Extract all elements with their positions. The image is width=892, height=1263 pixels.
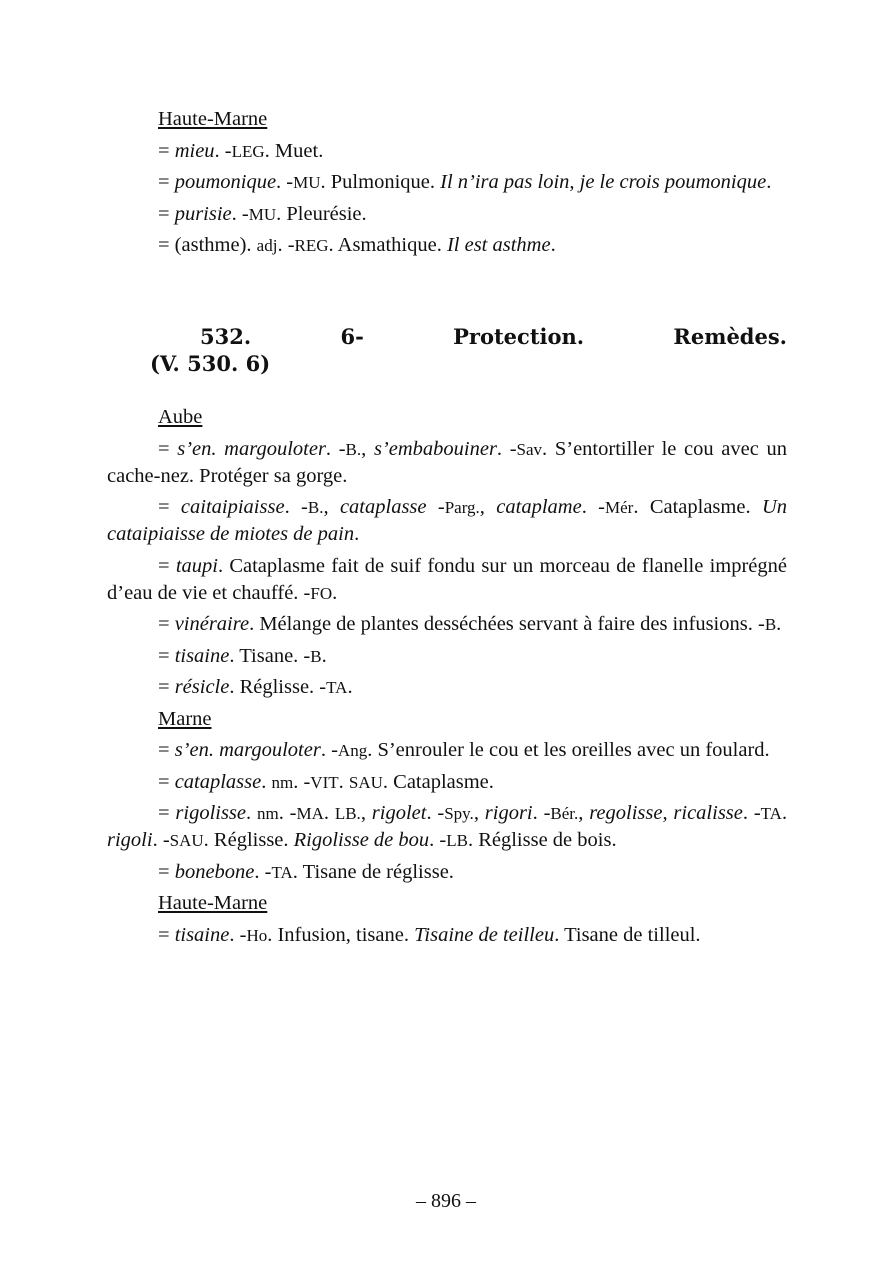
section-top [107, 106, 787, 259]
entry-text: . S’enrouler le cou et les oreilles avec un foulard. [367, 739, 770, 761]
entry-abbreviation: LEG [231, 141, 265, 161]
dictionary-entry [107, 138, 787, 165]
entry-abbreviation: MU [293, 173, 321, 192]
entry-text: . [781, 802, 788, 824]
region-heading: Marne [158, 707, 212, 730]
entry-text: . [323, 802, 335, 824]
entry-text: . - [284, 496, 308, 518]
entry-text: = [158, 770, 175, 793]
entry-abbreviation: SAU [169, 831, 204, 850]
entry-abbreviation: REG [294, 236, 329, 255]
region-section [107, 890, 787, 949]
entry-text: = [158, 139, 175, 162]
entry-text: . - [429, 829, 447, 851]
dictionary-entry [107, 611, 787, 638]
entry-term: rigolet [371, 802, 427, 824]
entry-text: , [360, 802, 372, 824]
heading-word: Remèdes. [673, 324, 787, 349]
entry-text: = [158, 202, 175, 225]
entry-term: vinéraire [174, 613, 250, 635]
entry-abbreviation: MA [296, 804, 324, 823]
entry-text: = [158, 739, 175, 761]
entry-term: taupi [175, 554, 218, 577]
entry-text: . [261, 770, 272, 793]
dictionary-entry [107, 201, 787, 228]
entry-text: = [158, 923, 175, 946]
entry-text: . - [229, 923, 247, 946]
entry-text: - [426, 496, 445, 518]
section-list [107, 404, 787, 949]
entry-term: caitaipiaisse [180, 496, 285, 518]
entry-list-top [107, 138, 787, 260]
entry-text: . [246, 802, 257, 824]
entry-term: purisie [174, 202, 232, 225]
entry-abbreviation: nm [271, 772, 294, 792]
entry-text: . [354, 523, 360, 545]
entry-text: . - [320, 739, 338, 761]
entry-abbreviation: MU [248, 204, 277, 224]
heading-word: Protection. [453, 324, 585, 349]
dictionary-entry [107, 769, 787, 796]
entry-text: . Cataplasme. [633, 496, 762, 518]
entry-abbreviation: Parg. [444, 498, 480, 517]
entry-text: . Cataplasme. [382, 770, 494, 793]
entry-term: tisaine [174, 923, 230, 946]
entry-text: . [332, 581, 338, 604]
entry-text: . - [496, 437, 517, 460]
entry-text: . - [277, 234, 295, 256]
entry-text: . Muet. [264, 139, 324, 162]
entry-text: . Mélange de plantes desséchées servant à faire des infusions. - [249, 613, 765, 635]
entry-term: Tisaine de teilleu [414, 923, 555, 946]
dictionary-entry [107, 643, 787, 670]
entry-text: = [158, 437, 178, 460]
entry-text: . Asmathique. [328, 234, 447, 256]
region-heading: Haute-Marne [158, 108, 268, 130]
dictionary-entry [107, 674, 787, 701]
entry-abbreviation: Ho [246, 925, 268, 945]
entry-text: . [347, 676, 353, 698]
entry-abbreviation: Spy. [444, 804, 474, 823]
entry-term: Il n’ira pas loin, je le crois poumonique [440, 171, 767, 193]
region-heading: Aube [158, 406, 203, 428]
entry-abbreviation: adj [256, 236, 278, 255]
entry-term: rigolisse [175, 802, 247, 824]
entry-term: s’embabouiner [373, 437, 497, 460]
entry-text: . Tisane de réglisse. [292, 860, 454, 883]
entry-text: . - [532, 802, 551, 824]
entry-text: . [766, 171, 772, 193]
entry-abbreviation: B. [307, 498, 324, 517]
entry-text: , [473, 802, 485, 824]
entry-text: . - [152, 829, 170, 851]
entry-text: . Infusion, tisane. [267, 923, 415, 946]
entry-text: . - [426, 802, 445, 824]
entry-text: . [550, 234, 556, 256]
entry-term: Rigolisse de bou [293, 829, 430, 851]
entry-abbreviation: LB [446, 831, 468, 850]
entry-abbreviation: Mér [605, 498, 634, 517]
entry-abbreviation: Sav [516, 439, 543, 459]
entry-text: , [361, 437, 374, 460]
entry-text: . - [293, 770, 311, 793]
region-section [107, 404, 787, 701]
entry-text: , [323, 496, 340, 518]
region-heading: Haute-Marne [158, 892, 268, 914]
entry-abbreviation: VIT [310, 772, 339, 792]
entry-abbreviation: B [310, 646, 322, 666]
entry-text: , [479, 496, 497, 518]
entry-text: = [158, 171, 175, 193]
dictionary-entry [107, 859, 787, 886]
dictionary-entry [107, 169, 787, 196]
entry-term: Il est asthme [446, 234, 551, 256]
entry-abbreviation: Ang [337, 741, 368, 760]
entry-term: regolisse, ricalisse [589, 802, 743, 824]
dictionary-entry [107, 494, 787, 548]
entry-text: = (asthme). [158, 234, 257, 256]
dictionary-entry [107, 922, 787, 949]
entry-term: s’en. margouloter [177, 437, 326, 460]
entry-text: = [158, 644, 175, 667]
entry-term: résicle [174, 676, 230, 698]
entry-text: = [158, 802, 176, 824]
entry-text: . - [581, 496, 605, 518]
dictionary-entry [107, 436, 787, 490]
entry-text: . Pleurésie. [276, 202, 367, 225]
heading-word: 6- [340, 324, 364, 349]
entry-text: . Pulmonique. [320, 171, 441, 193]
entry-term: mieu [174, 139, 215, 162]
entry-abbreviation: nm [256, 804, 279, 823]
page-number: – 896 – [416, 1190, 476, 1212]
entry-text: . - [276, 171, 294, 193]
entry-abbreviation: FO [310, 583, 333, 603]
dictionary-entry [107, 800, 787, 854]
entry-text: . [321, 644, 327, 667]
entry-text: . Cataplasme fait de suif fondu sur un morceau de flanelle imprégné d’eau de vie et chauffé. - [107, 554, 787, 604]
region-section [107, 706, 787, 886]
entry-abbreviation: SAU [348, 772, 383, 792]
entry-abbreviation: B [764, 615, 777, 634]
entry-term: cataplame [496, 496, 582, 518]
entry-text: . Réglisse. [203, 829, 294, 851]
entry-text: = [158, 554, 176, 577]
entry-text: . - [231, 202, 249, 225]
entry-text: . Réglisse de bois. [467, 829, 617, 851]
dictionary-entry [107, 232, 787, 259]
entry-abbreviation: Bér. [550, 804, 579, 823]
entry-text: = [158, 613, 175, 635]
entry-text: . Réglisse. - [229, 676, 327, 698]
entry-text: . Tisane de tilleul. [554, 923, 701, 946]
entry-text: . [338, 770, 349, 793]
entry-text: . - [325, 437, 346, 460]
entry-term: cataplasse [339, 496, 427, 518]
entry-term: Un cataipiaisse de miotes de pain [107, 496, 787, 545]
page-content [107, 106, 787, 953]
entry-term: tisaine [174, 644, 230, 667]
entry-term: poumonique [174, 171, 277, 193]
heading-word: 532. [200, 324, 252, 349]
entry-text: . S’entortiller le cou avec un cache-nez. Protéger sa gorge. [107, 437, 788, 487]
entry-term: cataplasse [174, 770, 262, 793]
entry-term: rigori [484, 802, 533, 824]
section-heading-line1 [150, 323, 787, 350]
entry-text: = [158, 860, 175, 883]
dictionary-entry [107, 553, 787, 607]
entry-text: . - [278, 802, 297, 824]
entry-text: . - [214, 139, 232, 162]
entry-text: . Tisane. - [229, 644, 311, 667]
entry-text: = [158, 676, 175, 698]
entry-abbreviation: LB. [334, 804, 361, 823]
section-heading [107, 323, 787, 377]
entry-text: = [158, 496, 181, 518]
entry-term: bonebone [174, 860, 255, 883]
entry-text: . - [742, 802, 761, 824]
entry-abbreviation: TA [760, 804, 782, 823]
entry-text: , [578, 802, 590, 824]
entry-abbreviation: TA [326, 678, 348, 697]
entry-term: rigoli [107, 829, 153, 851]
entry-abbreviation: B. [345, 439, 362, 459]
entry-term: s’en. margouloter [174, 739, 321, 761]
entry-text: . - [254, 860, 272, 883]
entry-text: . [776, 613, 782, 635]
section-heading-line2: (V. 530. 6) [150, 351, 271, 376]
entry-abbreviation: TA [271, 862, 293, 882]
dictionary-entry [107, 737, 787, 764]
